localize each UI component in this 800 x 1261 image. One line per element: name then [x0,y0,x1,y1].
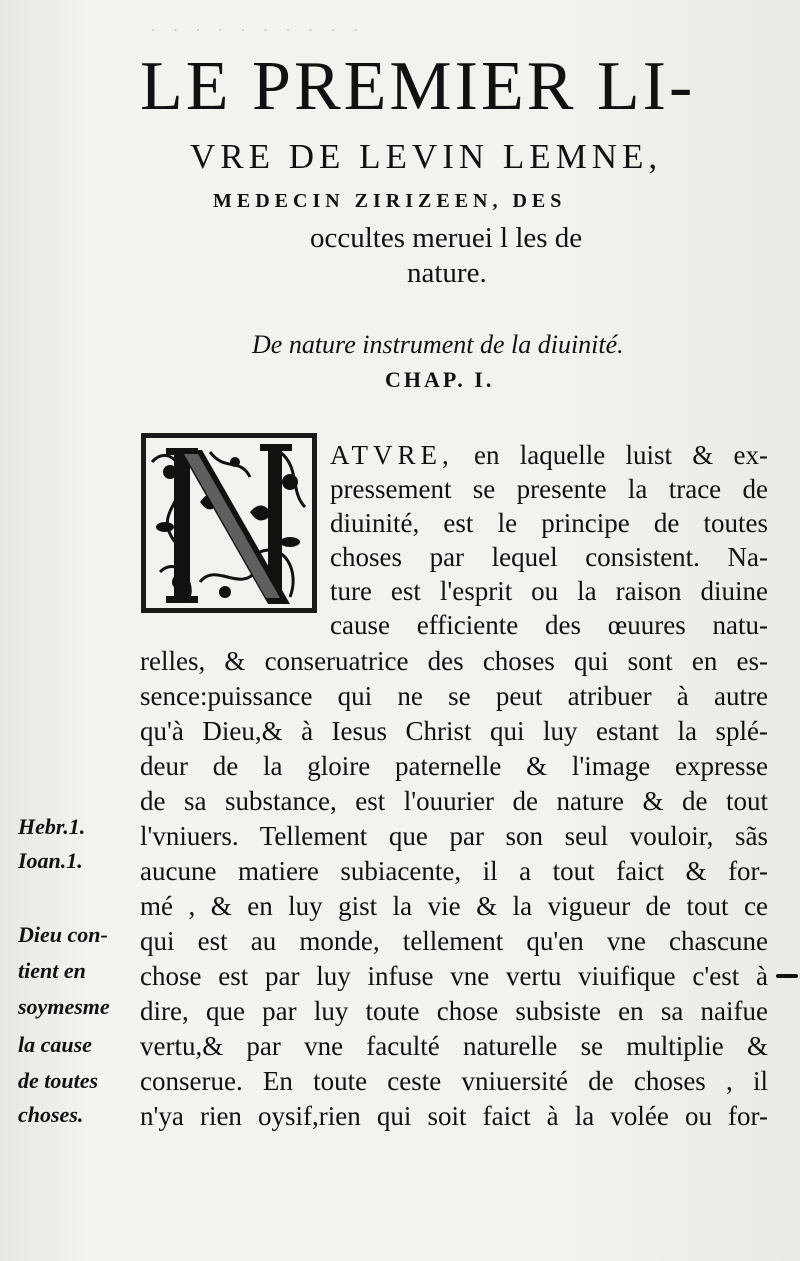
body-line-17: dire, que par luy toute chose subsiste en sa naifue [140,996,768,1026]
body-line-18: vertu,& par vne faculté naturelle se multiplie & [140,1031,768,1061]
margin-note-line-4: la cause [18,1032,92,1057]
body-line-13: aucune matiere subiacente, il a tout faict & for- [140,856,768,886]
body-line-4: choses par lequel consistent. Na- [330,542,768,572]
margin-ref-john: Ioan.1. [18,848,83,873]
chapter-heading: CHAP. I. [385,367,495,392]
body-line-1-text: en laquelle luist & ex- [474,440,768,470]
chapter-subtitle: De nature instrument de la diuinité. [252,330,624,359]
margin-note-line-5: de toutes [18,1068,99,1093]
body-line-5: ture est l'esprit ou la raison diuine [330,576,768,606]
title-line-4: occultes meruei l les de [310,222,583,254]
edge-ink-mark [776,974,798,978]
body-line-1 [330,438,768,472]
body-line-19: conserue. En toute ceste vniuersité de choses , il [140,1066,768,1096]
title-line-2: VRE DE LEVIN LEMNE, [190,137,663,176]
body-line-7: relles, & conseruatrice des choses qui sont en es- [140,646,768,676]
body-line-10: deur de la gloire paternelle & l'image expresse [140,751,768,781]
opening-word: ATVRE, [330,440,454,470]
body-line-2: pressement se presente la trace de [330,474,768,504]
body-line-20: n'ya rien oysif,rien qui soit faict à la volée ou for- [140,1101,768,1131]
title-line-5: nature. [407,257,487,289]
body-line-8: sence:puissance qui ne se peut atribuer à autre [140,681,768,711]
body-line-16: chose est par luy infuse vne vertu viuifique c'est à [140,961,768,991]
body-line-11: de sa substance, est l'ouurier de nature & de tout [140,786,768,816]
body-line-9: qu'à Dieu,& à Iesus Christ qui luy estant la splé- [140,716,768,746]
title-line-3: MEDECIN ZIRIZEEN, DES [213,190,567,212]
title-line-1: LE PREMIER LI- [140,48,696,125]
body-line-12: l'vniuers. Tellement que par son seul vouloir, sãs [140,821,768,851]
margin-ref-hebrews: Hebr.1. [18,814,86,839]
margin-note-line-2: tient en [18,958,86,983]
body-line-6: cause efficiente des œuures natu- [330,610,768,640]
body-line-14: mé , & en luy gist la vie & la vigueur de tout ce [140,891,768,921]
body-line-15: qui est au monde, tellement qu'en vne chascune [140,926,768,956]
margin-note-line-3: soymesme [18,994,110,1019]
margin-note-line-1: Dieu con- [18,922,108,947]
drop-cap-n-ornament [140,432,318,614]
margin-note-line-6: choses. [18,1102,84,1127]
body-line-3: diuinité, est le principe de toutes [330,508,768,538]
bleed-through-mark: · · · · · · · · · · [150,20,365,40]
